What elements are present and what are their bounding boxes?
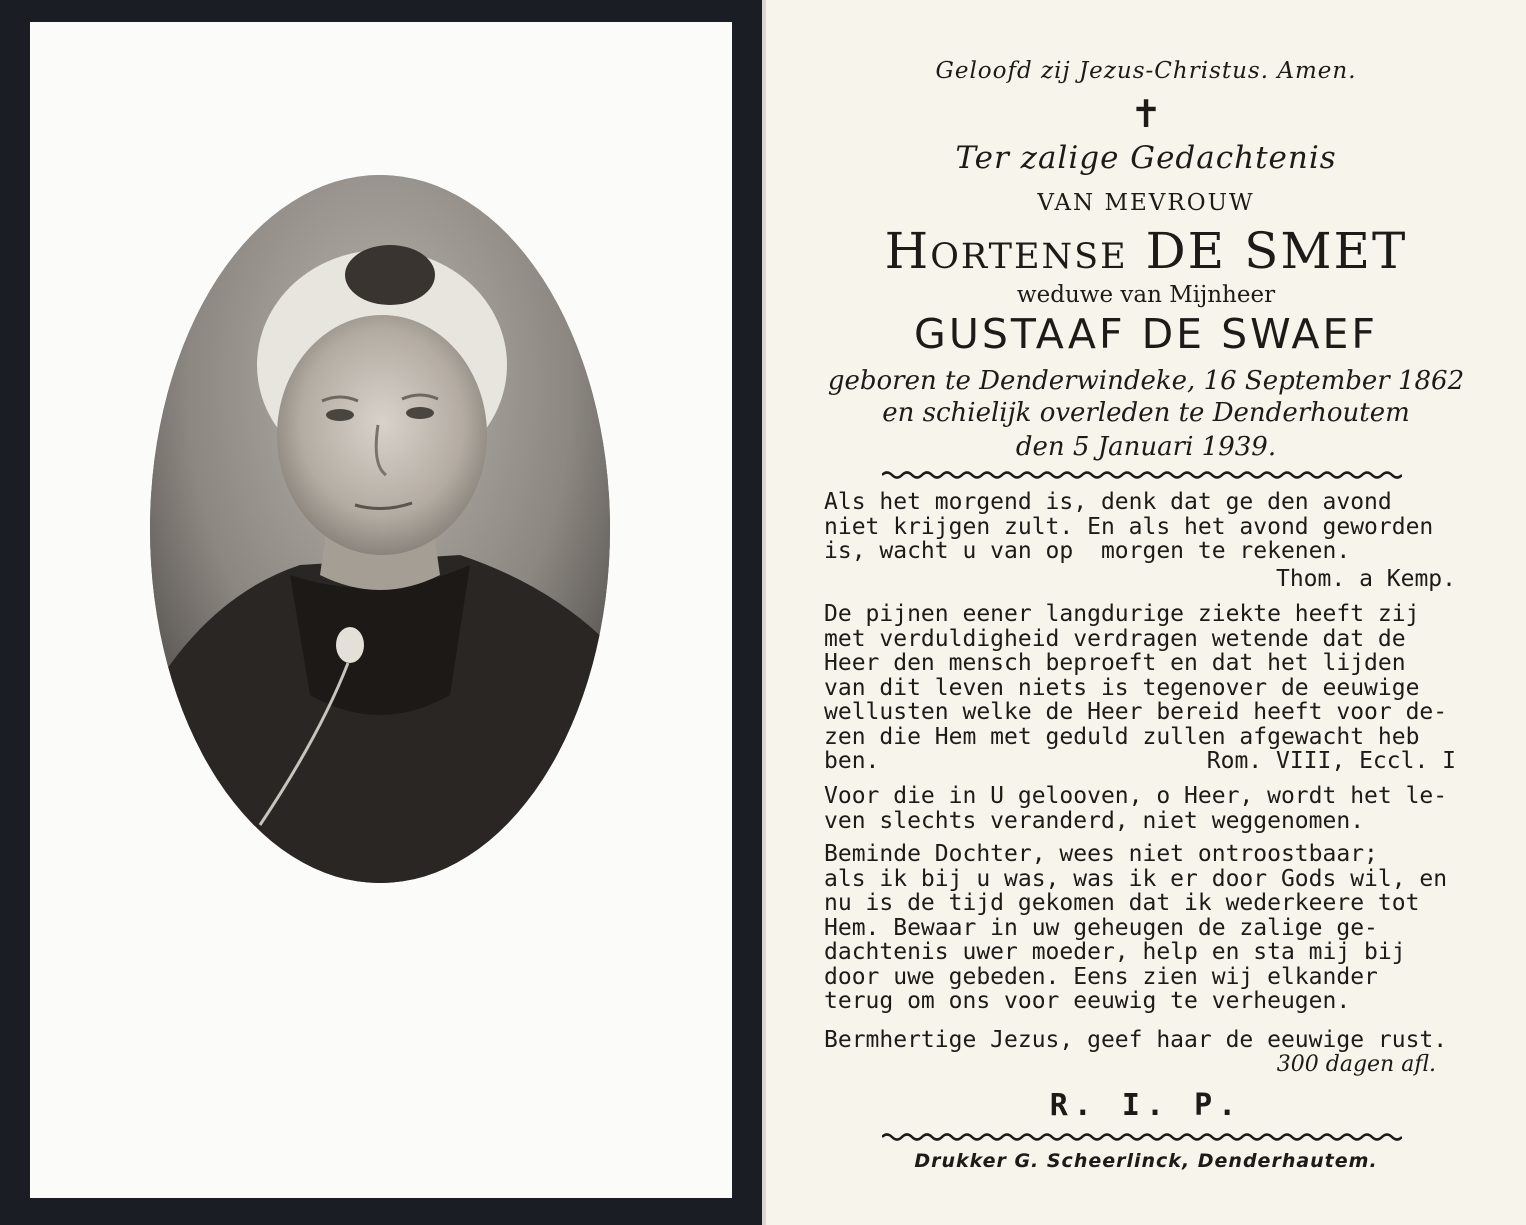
cross-icon: ✝ — [1130, 92, 1162, 136]
paragraph-daughter: Beminde Dochter, wees niet ontroostbaar; als ik bij u was, was ik er door Gods wil, en nu is de tijd gekomen dat ik wederkeere tot Hem. Bewaar in uw geheugen de zalige ge- dachtenis uwer moeder, help en sta mij bij door uwe gebeden. Eens zien wij elkander terug om ons voor eeuwig te verheugen. — [824, 841, 1448, 1014]
citation-kempis: Thom. a Kemp. — [1275, 566, 1456, 592]
wavy-rule-bottom — [882, 1132, 1402, 1142]
rip: R. I. P. — [1049, 1088, 1243, 1123]
death-line: en schielijk overleden te Denderhoutem — [882, 398, 1410, 428]
husband-name: GUSTAAF DE SWAEF — [914, 310, 1378, 358]
citation-romans: Rom. VIII, Eccl. I — [1206, 748, 1456, 774]
portrait-photo — [150, 175, 610, 883]
motto: Geloofd zij Jezus-Christus. Amen. — [935, 58, 1357, 84]
photo-card-inner — [30, 22, 732, 1198]
death-date: den 5 Januari 1939. — [1015, 432, 1277, 462]
widow-line: weduwe van Mijnheer — [1016, 282, 1276, 308]
paragraph-faith: Voor die in U gelooven, o Heer, wordt het le- ven slechts veranderd, niet weggenomen. — [824, 783, 1448, 834]
paragraph-suffering: De pijnen eener langdurige ziekte heeft zij met verduldigheid verdragen wetende dat de Heer den mensch beproeft en dat het lijden van dit leven niets is tegenover de eeuwige wellusten welke de Heer bereid heeft voor de- zen die Hem met geduld zullen afgewacht heb ben. — [824, 601, 1448, 774]
prayer-line: Bermhertige Jezus, geef haar de eeuwige rust. — [824, 1027, 1448, 1053]
wavy-rule-top — [882, 470, 1402, 480]
indulgence: 300 dagen afl. — [1276, 1052, 1436, 1077]
deceased-name: Hortense DE SMET — [884, 222, 1408, 280]
memorial-text-card — [766, 0, 1526, 1225]
birth-line: geboren te Denderwindeke, 16 September 1862 — [827, 366, 1465, 396]
photo-card — [0, 0, 762, 1225]
heading: Ter zalige Gedachtenis — [955, 140, 1337, 176]
portrait-illustration — [150, 175, 610, 883]
van-mevrouw: VAN MEVROUW — [1037, 190, 1255, 216]
paragraph-kempis: Als het morgend is, denk dat ge den avond niet krijgen zult. En als het avond geworden is, wacht u van op morgen te rekenen. — [824, 489, 1434, 564]
printer-credit: Drukker G. Scheerlinck, Denderhautem. — [914, 1150, 1378, 1172]
